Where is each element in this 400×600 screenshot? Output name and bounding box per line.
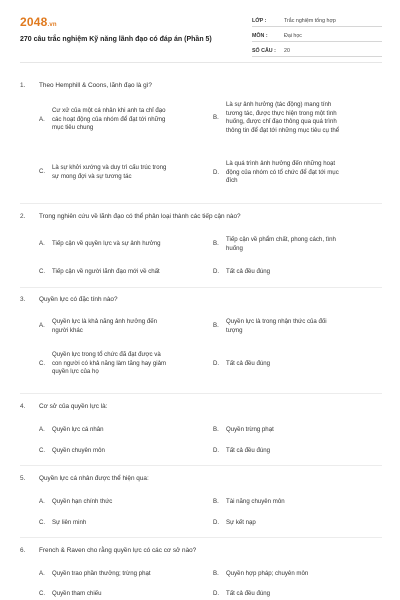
option-letter: B. (213, 498, 219, 505)
option-line: động của nhóm có tổ chức để đạt tới mục (226, 168, 339, 176)
option-line: mục tiêu chung (52, 124, 94, 132)
option-line: Sự liên minh (52, 519, 87, 526)
meta-value: 20 (284, 48, 290, 54)
option-letter: C. (39, 268, 46, 275)
question-stem: Theo Hemphill & Coons, lãnh đạo là gì? (39, 82, 152, 89)
option-letter: D. (213, 519, 220, 526)
meta-value: Trắc nghiệm tổng hợp (284, 18, 336, 24)
option-letter: C. (39, 590, 46, 597)
question-text (20, 82, 382, 90)
option-letter: A. (39, 322, 45, 330)
question-number: 1. (20, 82, 26, 89)
question-6 (20, 547, 382, 555)
document-header (0, 0, 400, 64)
option-line: huống (226, 244, 243, 252)
option-line: Quyền trao phần thưởng; trừng phạt (52, 570, 151, 577)
question-5 (20, 475, 382, 483)
option-line: con người có khả năng làm tăng hay giảm (52, 359, 167, 367)
option-letter: D. (213, 360, 220, 367)
logo-main: 2048 (20, 15, 48, 29)
option-line: Quyền trừng phạt (226, 426, 274, 433)
option-line: Tiếp cận về quyền lực và sự ảnh hưởng (52, 240, 161, 247)
option-letter: C. (39, 447, 46, 454)
question-number: 5. (20, 475, 26, 482)
meta-label: MÔN : (252, 33, 268, 39)
question-divider (20, 537, 382, 538)
question-text (20, 403, 382, 411)
option-line: Tiếp cận về người lãnh đạo mới về chất (52, 268, 160, 275)
option-line: Quyền lực là khả năng ảnh hưởng đến (52, 318, 157, 325)
option-letter: D. (213, 447, 220, 454)
meta-row-subject (252, 29, 382, 42)
option-letter: C. (39, 359, 46, 367)
option-letter: C. (39, 519, 46, 526)
question-stem: French & Raven cho rằng quyền lực có các cơ sở nào? (39, 547, 197, 554)
option-letter: B. (213, 570, 219, 577)
question-number: 4. (20, 403, 26, 410)
option-line: quyền lực của họ (52, 368, 99, 376)
option-letter: A. (39, 570, 45, 577)
question-number: 2. (20, 213, 26, 220)
option-line: tượng (226, 326, 243, 334)
option-line: Tất cả đều đúng (226, 447, 271, 454)
question-number: 3. (20, 296, 26, 303)
meta-info (252, 14, 382, 59)
question-text (20, 547, 382, 555)
document-title: 270 câu trắc nghiệm Kỹ năng lãnh đạo có đáp án (Phần 5) (20, 36, 212, 43)
question-text (20, 475, 382, 483)
option-letter: B. (213, 426, 219, 433)
option-line: Là quá trình ảnh hưởng đến những hoạt (226, 160, 336, 167)
meta-label: LỚP : (252, 18, 267, 24)
question-stem: Quyền lực có đặc tính nào? (39, 296, 118, 303)
question-text (20, 213, 382, 221)
meta-value: Đại học (284, 33, 302, 39)
option-line: Tất cả đều đúng (226, 360, 271, 367)
meta-row-class (252, 14, 382, 27)
option-letter: A. (39, 115, 45, 123)
question-text (20, 296, 382, 304)
option-line: người khác (52, 326, 83, 334)
option-letter: B. (213, 322, 219, 330)
option-line: Là sự ảnh hưởng (tác động) mang tính (226, 101, 332, 108)
option-letter: C. (39, 168, 46, 176)
question-divider (20, 287, 382, 288)
question-stem: Quyền lực cá nhân được thể hiện qua: (39, 475, 149, 482)
header-divider (20, 62, 382, 63)
logo-suffix: .vn (47, 22, 57, 28)
question-stem: Trong nghiên cứu về lãnh đạo có thể phân loại thành các tiếp cận nào? (39, 213, 241, 220)
option-line: Tất cả đều đúng (226, 590, 271, 597)
option-letter: A. (39, 498, 45, 505)
option-line: Quyền tham chiếu (52, 590, 102, 597)
option-letter: D. (213, 168, 220, 176)
site-logo[interactable] (20, 15, 57, 29)
option-line: Tài năng chuyên môn (226, 498, 285, 505)
question-stem: Cơ sở của quyền lực là: (39, 403, 108, 410)
option-line: Sự kết nạp (226, 519, 256, 526)
option-letter: D. (213, 268, 220, 275)
option-line: Quyền lực cá nhân (52, 426, 104, 433)
option-line: Quyền chuyên môn (52, 447, 105, 454)
question-divider (20, 465, 382, 466)
option-line: Cư xử của một cá nhân khi anh ta chỉ đạo (52, 107, 166, 114)
meta-row-count (252, 44, 382, 57)
question-1 (20, 82, 382, 90)
question-number: 6. (20, 547, 26, 554)
question-3 (20, 296, 382, 304)
option-line: Tiếp cận về phẩm chất, phong cách, tình (226, 236, 336, 243)
question-divider (20, 203, 382, 204)
meta-label: SỐ CÂU : (252, 48, 276, 54)
option-line: Quyền lực là trong nhận thức của đối (226, 318, 327, 325)
option-letter: A. (39, 426, 45, 433)
option-line: sự mong đợi và sự tương tác (52, 172, 132, 180)
option-line: huống, được chỉ đạo thông qua quá trình (226, 118, 337, 126)
option-line: thông tin để đạt tới những mục tiêu cụ thể (226, 126, 340, 134)
option-line: Quyền hợp pháp; chuyên môn (226, 570, 309, 577)
option-line: tương tác, được thực hiện trong một tình (226, 109, 337, 117)
option-line: Là sự khởi xướng và duy trì cấu trúc trong (52, 164, 167, 171)
option-letter: B. (213, 113, 219, 121)
option-line: đích (226, 177, 238, 185)
option-letter: A. (39, 240, 45, 247)
question-divider (20, 393, 382, 394)
question-2 (20, 213, 382, 221)
option-letter: D. (213, 590, 220, 597)
option-line: Quyền lực trong tổ chức đã đạt được và (52, 351, 161, 358)
option-line: các hoạt động của nhóm để đạt tới những (52, 115, 166, 123)
option-line: Quyền hạn chính thức (52, 498, 113, 505)
option-line: Tất cả đều đúng (226, 268, 271, 275)
question-4 (20, 403, 382, 411)
option-letter: B. (213, 240, 219, 248)
